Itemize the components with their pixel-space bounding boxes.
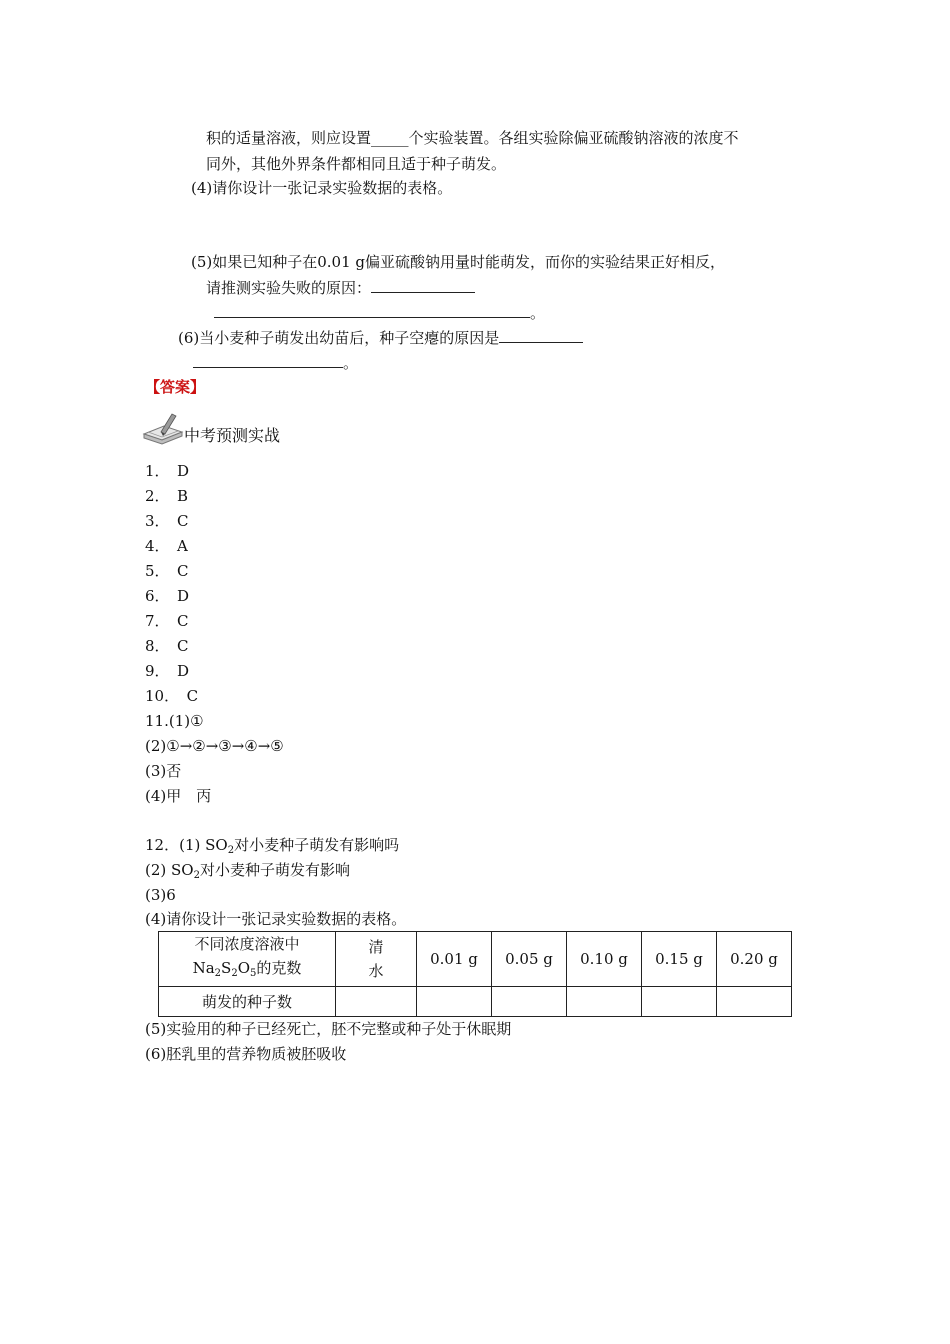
- answer-line: 1． D: [145, 462, 190, 480]
- answer-12-part-4: (4)请你设计一张记录实验数据的表格。: [145, 910, 407, 928]
- answer-12-part-2: (2) $SO_2$对小麦种子萌发有影响: [145, 861, 350, 881]
- table-row: [159, 987, 792, 1017]
- answer-12-part-5: (5)实验用的种子已经死亡，胚不完整或种子处于休眠期: [145, 1020, 512, 1038]
- question-5-prompt: 请推测实验失败的原因：: [206, 279, 372, 297]
- table-cell: [642, 987, 717, 1017]
- table-cell: [336, 987, 417, 1017]
- answer-blank: [193, 353, 343, 368]
- question-4: (4)请你设计一张记录实验数据的表格。: [191, 179, 453, 197]
- table-row-label: 萌发的种子数: [159, 987, 336, 1017]
- answer-tag: 【答案】: [145, 378, 206, 396]
- question-6: (6)当小麦种子萌发出幼苗后，种子空瘪的原因是: [178, 328, 583, 348]
- data-record-table: [158, 931, 792, 1017]
- answer-line: 3． C: [145, 512, 189, 530]
- table-header-cell: 0.10 g: [567, 932, 642, 987]
- table-header-cell: 0.01 g: [417, 932, 492, 987]
- table-cell: [417, 987, 492, 1017]
- question-5-line-3: 。: [214, 303, 545, 323]
- answer-line: (3)否: [145, 762, 182, 780]
- answer-line: (4)甲 丙: [145, 787, 212, 805]
- table-cell: [717, 987, 792, 1017]
- table-row: [159, 932, 792, 987]
- answer-line: 8． C: [145, 637, 189, 655]
- answer-line: 7． C: [145, 612, 189, 630]
- answer-blank: [371, 278, 475, 293]
- table-cell: [567, 987, 642, 1017]
- answer-line: 5． C: [145, 562, 189, 580]
- answer-blank: [214, 303, 530, 318]
- answer-line: 4． A: [145, 537, 188, 555]
- answer-line: 10． C: [145, 687, 199, 705]
- answer-12-part-6: (6)胚乳里的营养物质被胚吸收: [145, 1045, 347, 1063]
- table-header-cell: 0.05 g: [492, 932, 567, 987]
- answer-line: (2)①→②→③→④→⑤: [145, 737, 284, 755]
- question-6-line-2: 。: [193, 353, 358, 373]
- table-header-cell: 0.15 g: [642, 932, 717, 987]
- answer-line: 6． D: [145, 587, 190, 605]
- answer-12-part-3: (3)6: [145, 886, 176, 904]
- question-5-line-2: [206, 278, 475, 298]
- answer-blank: [499, 328, 583, 343]
- section-title: 中考预测实战: [184, 426, 281, 445]
- table-header-cell: 0.20 g: [717, 932, 792, 987]
- question-line-1: 积的适量溶液，则应设置_____个实验装置。各组实验除偏亚硫酸钠溶液的浓度不: [206, 129, 739, 147]
- answer-line: 11.(1)①: [145, 712, 204, 730]
- question-5-line-1: (5)如果已知种子在0.01 g偏亚硫酸钠用量时能萌发，而你的实验结果正好相反，: [191, 253, 726, 271]
- answer-line: 9． D: [145, 662, 190, 680]
- table-header-cell: 不同浓度溶液中 $Na_2S_2O_5$的克数: [159, 932, 336, 987]
- answer-12-part-1: 12．(1) $SO_2$对小麦种子萌发有影响吗: [145, 836, 400, 856]
- table-header-cell: 清 水: [336, 932, 417, 987]
- book-pen-icon: [142, 410, 184, 446]
- table-cell: [492, 987, 567, 1017]
- question-line-2: 同外，其他外界条件都相同且适于种子萌发。: [206, 155, 507, 173]
- answer-line: 2． B: [145, 487, 189, 505]
